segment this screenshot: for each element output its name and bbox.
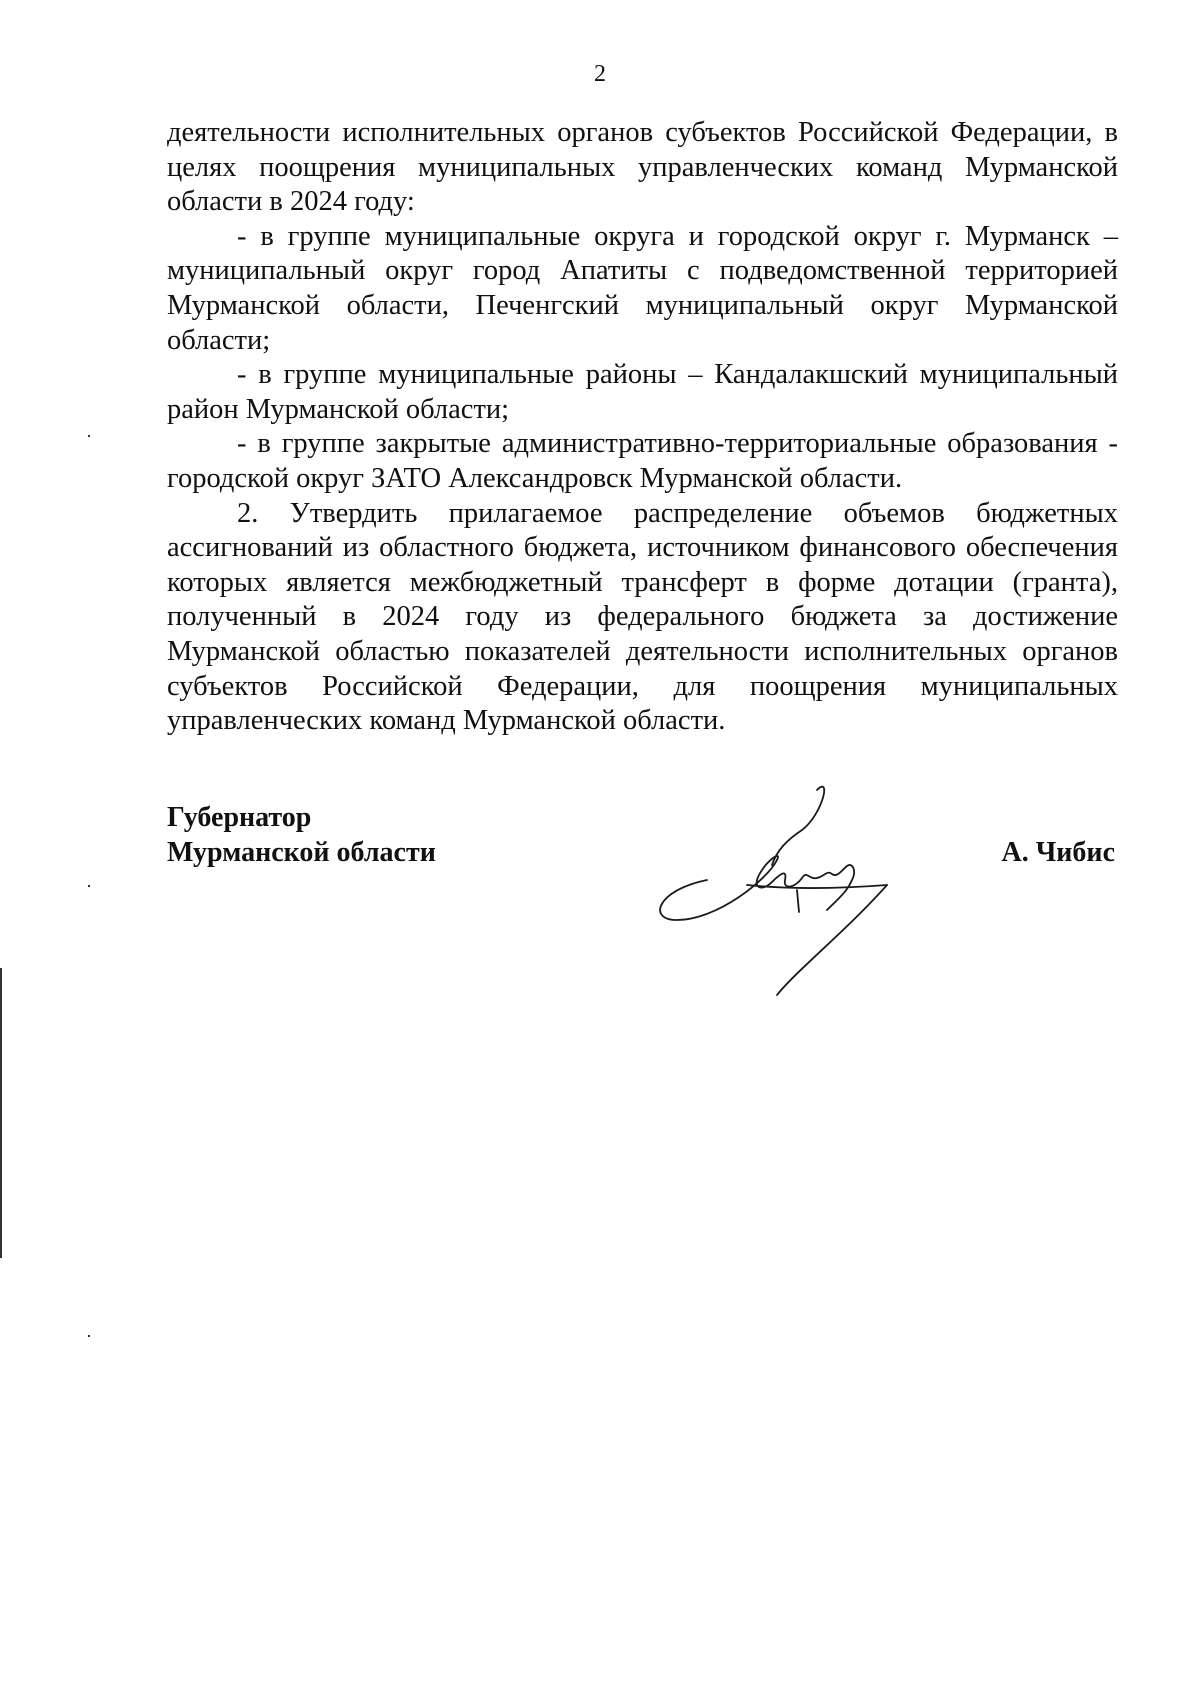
handwritten-signature-icon xyxy=(647,770,937,1010)
page-number: 2 xyxy=(594,61,606,87)
document-body xyxy=(167,116,1118,739)
scan-artifact xyxy=(0,968,2,1258)
paragraph-approval: 2. Утвердить прилагаемое распределение объемов бюджетных ассигнований из областного бюджета, источником финансового обеспечения которых является межбюджетный трансферт в форме дотации (гранта), полученный в 2024 году из федерального бюджета за достижение Мурманской областью показателей деятельности исполнительных органов субъектов Российской Федерации, для поощрения муниципальных управленческих команд Мурманской области. xyxy=(167,497,1118,737)
scan-artifact xyxy=(88,1335,90,1337)
paragraph-municipal-districts: - в группе муниципальные округа и городской округ г. Мурманск – муниципальный округ город Апатиты с подведомственной территорией Мурманской области, Печенгский муниципальный округ Мурманской области; xyxy=(167,220,1118,356)
signer-title-line1: Губернатор xyxy=(167,802,312,833)
signer-title xyxy=(167,800,436,870)
paragraph-zato: - в группе закрытые административно-территориальные образования - городской округ ЗАТО Александровск Мурманской области. xyxy=(167,428,1118,494)
signer-name: А. Чибис xyxy=(1001,837,1115,868)
scan-artifact xyxy=(88,885,90,887)
signer-title-line2: Мурманской области xyxy=(167,837,436,868)
signature-block xyxy=(167,800,1127,1020)
paragraph-intro: деятельности исполнительных органов субъектов Российской Федерации, в целях поощрения муниципальных управленческих команд Мурманской области в 2024 году: xyxy=(167,117,1118,218)
paragraph-municipal-regions: - в группе муниципальные районы – Кандалакшский муниципальный район Мурманской области; xyxy=(167,359,1118,425)
scan-artifact xyxy=(88,435,90,437)
